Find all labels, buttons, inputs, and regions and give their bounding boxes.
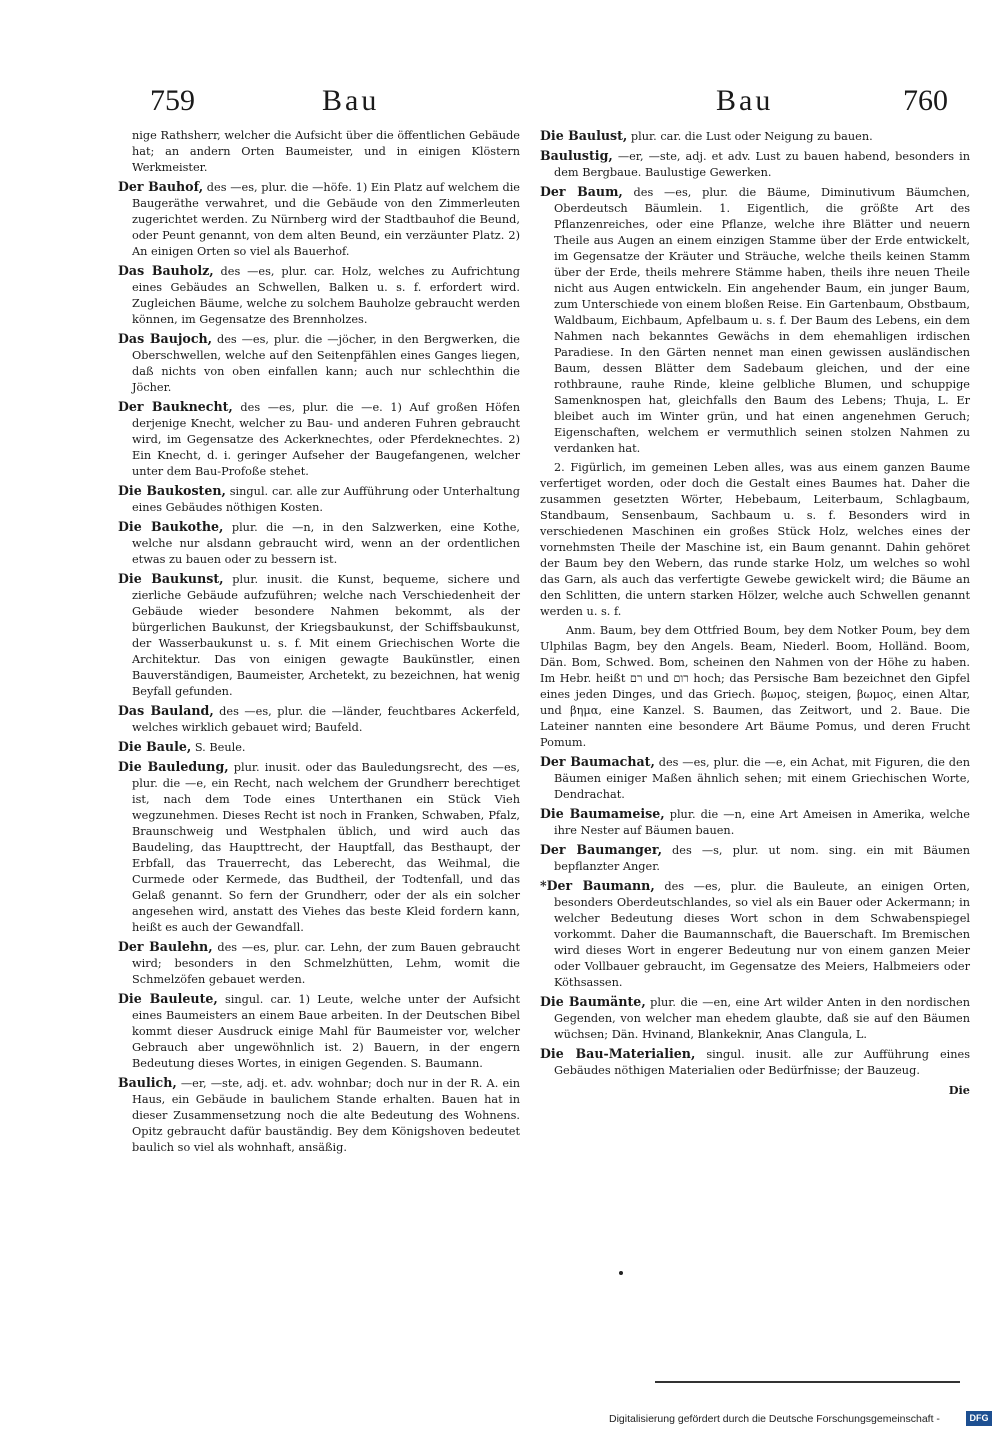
entry-headword: Das Baujoch, [118,331,213,346]
dictionary-entry [540,754,970,803]
dictionary-entry [118,939,520,988]
entry-headword: Die Bauledung, [118,759,229,774]
entry-headword: Die Bauleute, [118,991,218,1006]
entry-headword: *Der Baumann, [540,878,655,893]
entry-text: S. Beule. [191,741,246,754]
entry-text: singul. inusit. alle zur Aufführung eines Gebäudes nöthigen Materialien oder Bedürfnisse; der Bauzeug. [554,1048,970,1077]
left-column [118,128,520,1159]
dictionary-entry [540,806,970,839]
entry-headword: Die Baule, [118,739,192,754]
entry-headword: Der Bauknecht, [118,399,233,414]
entry-text: —er, —ste, adj. et. adv. wohnbar; doch nur in der R. A. ein Haus, ein Gebäude in baulichem Stande erhalten. Bauen hat in dieser Zusammensetzung noch die alte Bedeutung des Wohnens. Opitz gebraucht dafür bauständig. Bey dem Königshoven bedeutet baulich so viel als wohnhaft, ansäßig. [132,1077,520,1154]
dictionary-entry [118,991,520,1072]
entry-headword: Der Baulehn, [118,939,213,954]
entry-text: des —es, plur. car. Lehn, der zum Bauen gebraucht wird; besonders in den Schmelzhütten, Lehm, womit die Schmelzöfen gebauet werden. [132,941,520,986]
entry-headword: Der Baumanger, [540,842,662,857]
dictionary-entry [118,331,520,396]
entry-headword: Die Bau-Materialien, [540,1046,696,1061]
page-number-left: 759 [150,84,195,117]
dictionary-entry [540,1046,970,1079]
entry-text: des —es, plur. die —höfe. 1) Ein Platz auf welchem die Baugeräthe verwahret, und die Gebäude von den Zimmerleuten zugerichtet werden. Zu Nürnberg wird der Stadtbauhof die Beund, oder Peunt genannt, von dem alten Beund, ein verzäunter Platz. 2) An einigen Orten so viel als Bauerhof. [132,181,520,258]
entry-text: plur. die —n, in den Salzwerken, eine Kothe, welche nur alsdann gebraucht wird, wenn an der ordentlichen etwas zu bauen oder zu bessern ist. [132,521,520,566]
entry-text: plur. die —n, eine Art Ameisen in Amerika, welche ihre Nester auf Bäumen bauen. [554,808,970,837]
entry-text: des —es, plur. die Bäume, Diminutivum Bäumchen, Oberdeutsch Bäumlein. 1. Eigentlich, die größte Art des Pflanzenreiches, oder eine Pflanze, welche ihre Blätter und neuern Theile aus Augen an einem einzigen Stamme über der Erde entwickelt, im Gegensatze der Kräuter und Sträuche, welche theils keinen Stamm über der Erde, theils mehrere Stämme haben, theils ihre neuen Theile nicht aus Augen entwickeln. Ein angehender Baum, ein junger Baum, zum Unterschiede von einem bloßen Reise. Ein Gartenbaum, Obstbaum, Waldbaum, Eichbaum, Apfelbaum u. s. f. Der Baum des Lebens, ein dem Nahmen nach bekanntes Gewächs in dem ehemahligen irdischen Paradiese. In den Gärten nennet man einen gewissen ausländischen Baum, dessen Blätter dem Sadebaum gleichen, und der eine rothbraune, rauhe Rinde, kleine gelbliche Blumen, und schuppige Samenknospen hat, gleichfalls den Baum des Lebens; Thuja, L. Er bleibet auch im Winter grün, und hat einen angenehmen Geruch; Eigenschaften, welchem er vermuthlich seinen stolzen Nahmen zu verdanken hat. [554,186,971,455]
running-head-right: Bau [716,84,774,117]
dictionary-entry [118,128,520,176]
dictionary-entry [540,842,970,875]
entry-text: plur. car. die Lust oder Neigung zu bauen. [627,130,873,143]
entry-text: plur. inusit. oder das Bauledungsrecht, des —es, plur. die —e, ein Recht, nach welchem der Grundherr berechtiget ist, nach dem Tode eines Unterthanen ein Stück Vieh wegzunehmen. Dieses Recht ist noch in Franken, Schwaben, Pfalz, Braunschweig und Westphalen üblich, und wird auch das Baudeling, das Haupttrecht, der Hauptfall, das Besthaupt, der Erbfall, das Trauerrecht, das Leberecht, das Weihmal, die Curmede oder Kermede, das Budtheil, der Todtenfall, und das Gelaß genannt. So fern der Grundherr, oder der als ein solcher angesehen wird, anstatt des Viehes das beste Kleid fordern kann, heißt es auch der Gewandfall. [132,761,521,934]
dictionary-entry [540,184,970,457]
footer-credit: Digitalisierung gefördert durch die Deutsche Forschungsgemeinschaft - [609,1413,940,1425]
entry-text: des —es, plur. die —e, ein Achat, mit Figuren, die den Bäumen einiger Maßen ähnlich sehen; mit einem Griechischen Worte, Dendrachat. [554,756,970,801]
entry-text: des —es, plur. die —e. 1) Auf großen Höfen derjenige Knecht, welcher zu Bau- und anderen Fuhren gebraucht wird, im Gegensatze des Ackerknechtes, oder Pferdeknechtes. 2) Ein Knecht, d. i. geringer Aufseher der Baugefangenen, welcher unter dem Bau-Profoße stehet. [132,401,520,478]
entry-text: des —es, plur. die —jöcher, in den Bergwerken, die Oberschwellen, welche auf den Seitenpfählen eines Ganges liegen, daß nichts von oben einfallen kann; auch nur schlechthin die Jöcher. [132,333,520,394]
entry-headword: Der Bauhof, [118,179,204,194]
dictionary-entry [118,703,520,736]
catchword: Die [948,1083,970,1097]
entry-text: des —es, plur. car. Holz, welches zu Aufrichtung eines Gebäudes an Schwellen, Balken u. s. f. erfordert wird. Zugleichen Bäume, welche zu solchem Bauholze gebraucht werden können, im Gegensatze des Brennholzes. [132,265,520,326]
footer-rule [655,1381,960,1383]
entry-headword: Die Baumänte, [540,994,646,1009]
entry-text: singul. car. 1) Leute, welche unter der Aufsicht eines Baumeisters an einem Baue arbeiten. In der Deutschen Bibel kommt dieser Ausdruck einige Mahl für Baumeister vor, welcher Gebrauch aber ungewöhnlich ist. 2) Bauern, in der engern Bedeutung dieses Wortes, in einigen Gegenden. S. Baumann. [132,993,520,1070]
dictionary-entry [118,519,520,568]
dictionary-entry [118,483,520,516]
dictionary-entry [118,759,520,936]
entry-text: des —es, plur. die Bauleute, an einigen Orten, besonders Oberdeutschlandes, so viel als ein Bauer oder Ackermann; in welcher Bedeutung dieses Wort schon in dem Schwabenspiegel vorkommt. Daher die Baumannschaft, die Bauerschaft. Im Bremischen wird dieses Wort in engerer Bedeutung nur von einem ganzen Meier oder Vollbauer gebraucht, im Gegensatze des Meiers, Halbmeiers oder Köthsassen. [554,880,971,989]
entry-headword: Die Baukothe, [118,519,224,534]
entry-text: nige Rathsherr, welcher die Aufsicht über die öffentlichen Gebäude hat; an andern Orten Baumeister, und in einigen Klöstern Werkmeister. [132,129,520,174]
entry-headword: Das Bauholz, [118,263,214,278]
entry-text: plur. inusit. die Kunst, bequeme, sichere und zierliche Gebäude aufzuführen; welche nach Verschiedenheit der Gebäude wieder besondere Nahmen bekommt, als der bürgerlichen Baukunst, der Kriegsbaukunst, der Schiffsbaukunst, der Wasserbaukunst u. s. f. Mit einem Griechischen Worte die Architektur. Das von einigen gewagte Baukünstler, einen Bauverständigen, Baumeister, Archetekt, zu bezeichnen, hat wenig Beyfall gefunden. [132,573,520,698]
dfg-logo: DFG [966,1411,992,1426]
entry-headword: Die Baumameise, [540,806,665,821]
dictionary-entry [540,128,970,145]
entry-text: plur. die —en, eine Art wilder Anten in den nordischen Gegenden, von welcher man ehedem glaubte, daß sie auf den Bäumen wüchsen; Dän. Hvinand, Blankeknir, Anas Clangula, L. [554,996,971,1041]
entry-headword: Baulich, [118,1075,177,1090]
dictionary-entry [540,878,970,991]
dictionary-entry [118,263,520,328]
dictionary-entry [118,571,520,700]
dictionary-entry [118,739,520,756]
dictionary-entry [540,623,970,751]
entry-headword: Baulustig, [540,148,613,163]
entry-text: des —es, plur. die —länder, feuchtbares Ackerfeld, welches wirklich gebauet wird; Baufeld. [132,705,520,734]
right-column [540,128,970,1098]
ink-spot [619,1271,623,1275]
entry-text: —er, —ste, adj. et adv. Lust zu bauen habend, besonders in dem Bergbaue. Baulustige Gewerken. [554,150,970,179]
entry-headword: Das Bauland, [118,703,214,718]
dictionary-entry [118,179,520,260]
running-head-left: Bau [322,84,380,117]
dictionary-entry [540,148,970,181]
entry-headword: Der Baumachat, [540,754,655,769]
entry-text: singul. car. alle zur Aufführung oder Unterhaltung eines Gebäudes nöthigen Kosten. [132,485,520,514]
entry-headword: Der Baum, [540,184,623,199]
entry-text: Anm. Baum, bey dem Ottfried Boum, bey dem Notker Poum, bey dem Ulphilas Bagm, bey den Angels. Beam, Niederl. Boom, Holländ. Boom, Dän. Bom, Schwed. Bom, scheinen den Nahmen von der Höhe zu haben. Im Hebr. heißt רם und רום hoch; das Persische Bam bezeichnet den Gipfel eines jeden Dinges, und das Griech. βωμος, steigen, βωμος, einen Altar, und βημα, eine Kanzel. S. Baumen, das Zeitwort, und 2. Baue. Die Lateiner nannten eine besondere Art Bäume Pomus, und deren Frucht Pomum. [540,624,970,749]
dictionary-entry [540,460,970,620]
dictionary-entry [540,994,970,1043]
entry-text: 2. Figürlich, im gemeinen Leben alles, was aus einem ganzen Baume verfertiget worden, oder doch die Gestalt eines Baumes hat. Daher die zusammen gesetzten Wörter, Hebebaum, Leiterbaum, Schlagbaum, Standbaum, Sensenbaum, Sachbaum u. s. f. Besonders wird in verschiedenen Maschinen ein großes Stück Holz, welches eines der vornehmsten Theile der Maschine ist, ein Baum genannt. Dahin gehöret der Baum bey den Webern, das runde starke Holz, um welches so wohl das Garn, als auch das verfertigte Gewebe gewickelt wird; die Bäume an den Schlitten, die untern starken Hölzer, welche auch Schwellen genannt werden u. s. f. [540,461,970,618]
dictionary-entry [118,399,520,480]
entry-headword: Die Baulust, [540,128,628,143]
entry-text: des —s, plur. ut nom. sing. ein mit Bäumen bepflanzter Anger. [554,844,971,873]
entry-headword: Die Baukosten, [118,483,226,498]
dictionary-entry [118,1075,520,1156]
page-number-right: 760 [903,84,948,117]
entry-headword: Die Baukunst, [118,571,224,586]
